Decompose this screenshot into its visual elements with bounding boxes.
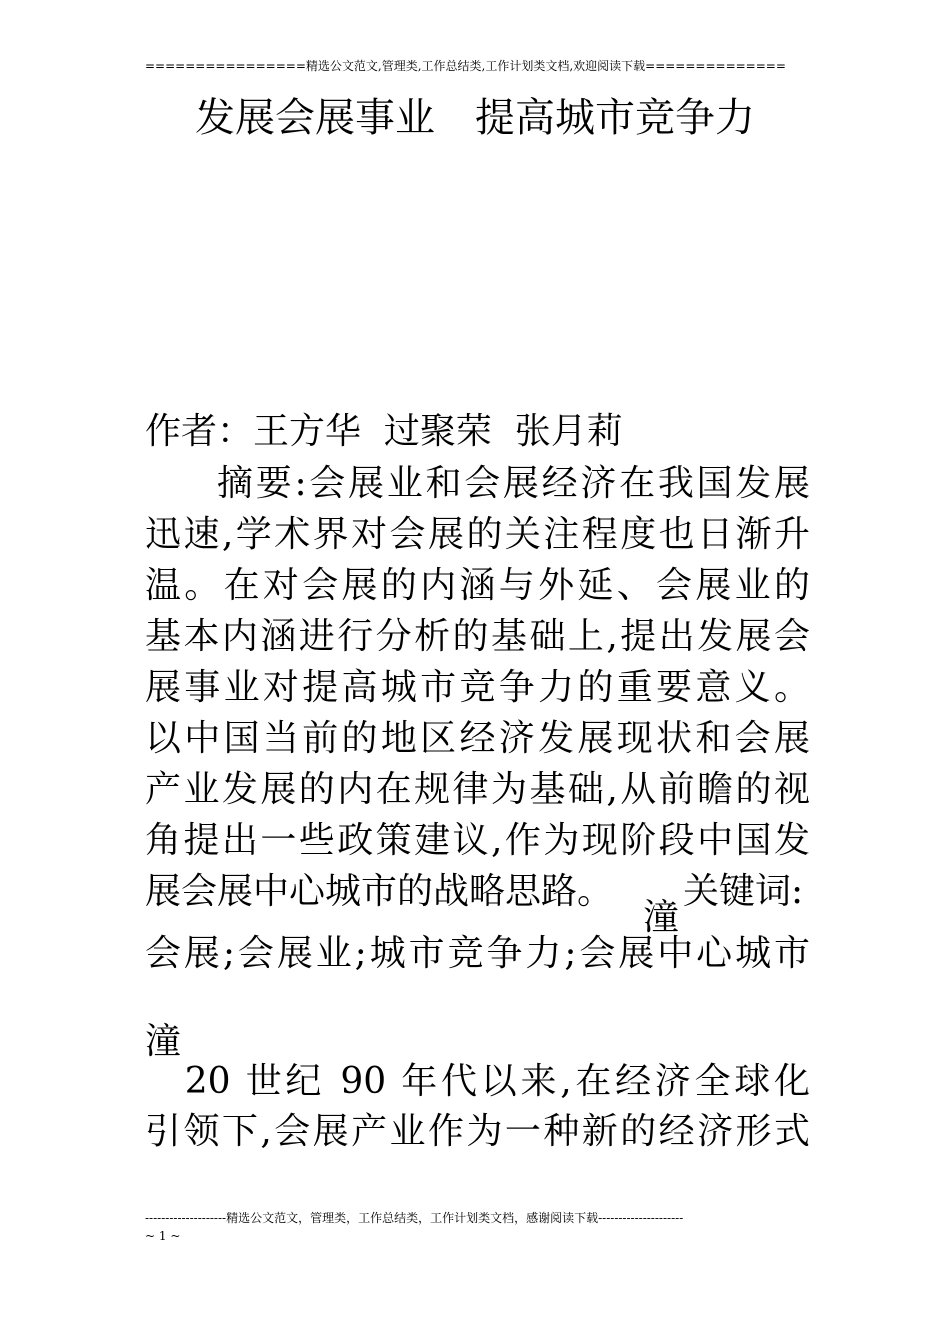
- abstract-line-3: 温。在对会展的内涵与外延、会展业的: [145, 565, 810, 606]
- abstract-line-1: 摘要:会展业和会展经济在我国发展: [217, 463, 810, 504]
- abstract-line-4: 基本内涵进行分析的基础上,提出发展会: [145, 616, 810, 657]
- stray-character: 潼: [145, 1021, 182, 1062]
- author-line: 作者：王方华 过聚荣 张月莉: [145, 411, 623, 452]
- body-line-2: 引领下,会展产业作为一种新的经济形式: [145, 1111, 810, 1152]
- header-banner: ================精选公文范文,管理类,工作总结类,工作计划类文档,欢迎阅读下载==============: [145, 59, 786, 73]
- abstract-line-5: 展事业对提高城市竞争力的重要意义。: [145, 667, 810, 708]
- page-number: ~ 1 ~: [145, 1229, 181, 1243]
- abstract-line-8: 角提出一些政策建议,作为现阶段中国发: [145, 820, 810, 861]
- abstract-line-6: 以中国当前的地区经济发展现状和会展: [145, 718, 810, 759]
- footer-banner: --------------------精选公文范文，管理类，工作总结类，工作计划类文档，感谢阅读下载---------------------: [145, 1211, 684, 1225]
- keywords-label: 关键词:: [683, 871, 804, 912]
- abstract-line-9: 展会展中心城市的战略思路。: [145, 871, 614, 912]
- stray-character: 潼: [643, 897, 680, 938]
- body-line-1: 20 世纪 90 年代以来,在经济全球化: [145, 1061, 810, 1102]
- keywords-list: 会展;会展业;城市竞争力;会展中心城市: [145, 933, 810, 974]
- abstract-line-2: 迅速,学术界对会展的关注程度也日渐升: [145, 514, 810, 555]
- document-title: 发展会展事业 提高城市竞争力: [195, 95, 755, 141]
- abstract-line-7: 产业发展的内在规律为基础,从前瞻的视: [145, 769, 810, 810]
